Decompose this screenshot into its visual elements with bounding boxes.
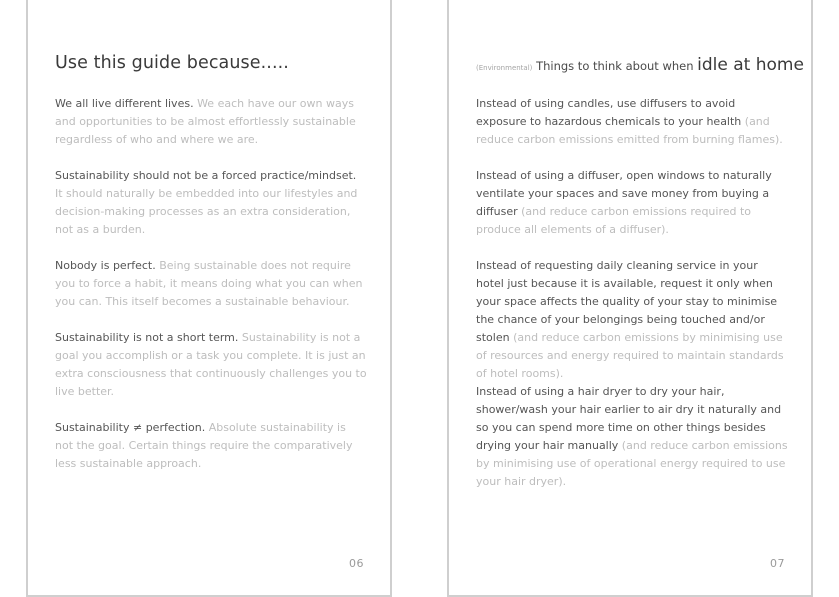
- paragraph-lead: Instead of using candles, use diffusers to avoid exposure to hazardous chemicals to your health: [476, 97, 742, 128]
- title-prefix: Things to think about when: [536, 59, 694, 73]
- paragraph-body: We each have our own ways and opportunities to be almost effortlessly sustainable regardless of who and where we are.: [55, 97, 356, 146]
- right-page: [447, 0, 813, 597]
- paragraph-body: (and reduce carbon emissions required to produce all elements of a diffuser).: [476, 205, 752, 236]
- paragraph-body: Absolute sustainability is not the goal. Certain things require the comparatively less sustainable approach.: [55, 421, 353, 470]
- paragraph-lead: Sustainability should not be a forced practice/mindset.: [55, 169, 357, 182]
- paragraph: [476, 257, 788, 383]
- left-page: [26, 0, 392, 597]
- paragraph-lead: Instead of requesting daily cleaning service in your hotel just because it is available, request it only when your space affects the quality of your stay to minimise the chance of your belongings being touched and/or stolen: [476, 259, 778, 344]
- page-number: 06: [349, 557, 364, 570]
- paragraph-lead: Sustainability is not a short term.: [55, 331, 239, 344]
- paragraph-lead: We all live different lives.: [55, 97, 194, 110]
- paragraph-body: Being sustainable does not require you to force a habit, it means doing what you can when you can. This itself becomes a sustainable behaviour.: [55, 259, 363, 308]
- paragraph: [55, 257, 367, 311]
- paragraph-body: (and reduce carbon emissions emitted from burning flames).: [476, 115, 783, 146]
- paragraph: [476, 95, 788, 149]
- paragraph: [55, 95, 367, 149]
- paragraph: [476, 167, 788, 239]
- paragraph: [55, 329, 367, 401]
- page-title: [476, 55, 804, 75]
- paragraph: [476, 383, 788, 491]
- paragraph-lead: Instead of using a diffuser, open windows to naturally ventilate your spaces and save money from buying a diffuser: [476, 169, 772, 218]
- page-title: Use this guide because.....: [55, 53, 289, 73]
- page-number: 07: [770, 557, 785, 570]
- paragraph: [55, 167, 367, 239]
- paragraph: [55, 419, 367, 473]
- title-emphasis: idle at home: [697, 55, 804, 75]
- paragraph-body: (and reduce carbon emissions by minimising use of operational energy required to use your hair dryer).: [476, 439, 788, 488]
- category-tag: (Environmental): [476, 64, 533, 72]
- paragraph-lead: Instead of using a hair dryer to dry your hair, shower/wash your hair earlier to air dry it naturally and so you can spend more time on other things besides drying your hair manually: [476, 385, 782, 452]
- paragraph-body: It should naturally be embedded into our lifestyles and decision-making processes as an extra consideration, not as a burden.: [55, 187, 358, 236]
- paragraph-lead: Sustainability ≠ perfection.: [55, 421, 206, 434]
- paragraph-body: Sustainability is not a goal you accomplish or a task you complete. It is just an extra consciousness that continuously challenges you to live better.: [55, 331, 367, 398]
- paragraph-lead: Nobody is perfect.: [55, 259, 156, 272]
- paragraph-body: (and reduce carbon emissions by minimising use of resources and energy required to maintain standards of hotel rooms).: [476, 331, 784, 380]
